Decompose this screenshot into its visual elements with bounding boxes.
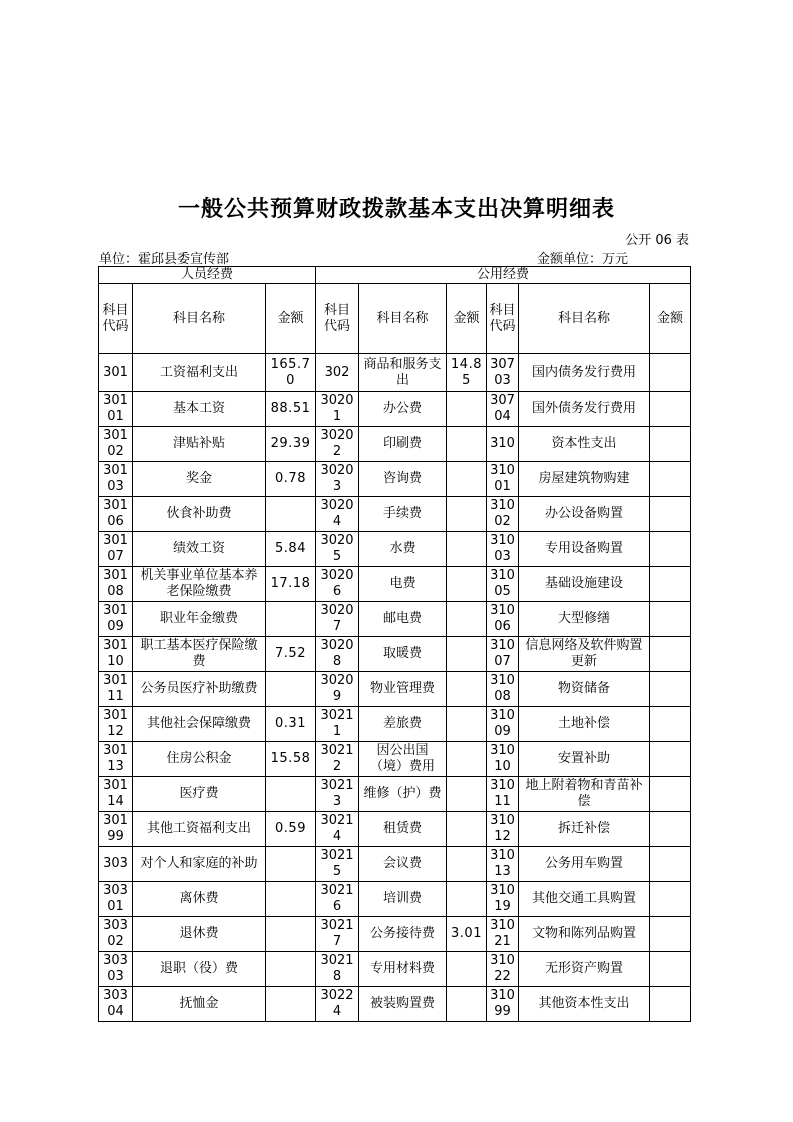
- code-cell: 302: [316, 354, 359, 392]
- amount-cell: [447, 847, 487, 882]
- name-cell: 专用设备购置: [519, 532, 650, 567]
- name-cell: 电费: [359, 567, 447, 602]
- code-cell: 30109: [99, 602, 133, 637]
- code-cell: 31021: [487, 917, 519, 952]
- name-cell: 因公出国（境）费用: [359, 742, 447, 777]
- name-cell: 公务用车购置: [519, 847, 650, 882]
- amount-cell: [266, 497, 316, 532]
- code-cell: 30704: [487, 392, 519, 427]
- name-cell: 咨询费: [359, 462, 447, 497]
- name-cell: 退职（役）费: [133, 952, 266, 987]
- table-row: [99, 532, 691, 567]
- table-row: [99, 917, 691, 952]
- code-cell: 30303: [99, 952, 133, 987]
- code-cell: 30206: [316, 567, 359, 602]
- name-cell: 津贴补贴: [133, 427, 266, 462]
- table-row: [99, 882, 691, 917]
- code-cell: 30204: [316, 497, 359, 532]
- amount-cell: [447, 987, 487, 1022]
- name-cell: 安置补助: [519, 742, 650, 777]
- amount-cell: [650, 952, 691, 987]
- amount-cell: [447, 497, 487, 532]
- amount-cell: 88.51: [266, 392, 316, 427]
- code-cell: 30205: [316, 532, 359, 567]
- header-name: 科目名称: [519, 284, 650, 354]
- amount-cell: [447, 532, 487, 567]
- name-cell: 物资储备: [519, 672, 650, 707]
- amount-cell: [650, 497, 691, 532]
- name-cell: 公务员医疗补助缴费: [133, 672, 266, 707]
- name-cell: 拆迁补偿: [519, 812, 650, 847]
- amount-cell: 165.70: [266, 354, 316, 392]
- code-cell: 30211: [316, 707, 359, 742]
- name-cell: 文物和陈列品购置: [519, 917, 650, 952]
- code-cell: 31019: [487, 882, 519, 917]
- amount-cell: [650, 812, 691, 847]
- name-cell: 大型修缮: [519, 602, 650, 637]
- group-personnel: 人员经费: [99, 267, 316, 284]
- name-cell: 取暖费: [359, 637, 447, 672]
- amount-cell: [447, 602, 487, 637]
- code-cell: 30199: [99, 812, 133, 847]
- table-row: [99, 392, 691, 427]
- amount-cell: [447, 777, 487, 812]
- name-cell: 被装购置费: [359, 987, 447, 1022]
- code-cell: 31008: [487, 672, 519, 707]
- name-cell: 物业管理费: [359, 672, 447, 707]
- header-code: 科目代码: [99, 284, 133, 354]
- name-cell: 退休费: [133, 917, 266, 952]
- amount-cell: [266, 882, 316, 917]
- table-row: [99, 672, 691, 707]
- code-cell: 30302: [99, 917, 133, 952]
- group-public: 公用经费: [316, 267, 691, 284]
- table-row: [99, 637, 691, 672]
- table-row: [99, 462, 691, 497]
- name-cell: 无形资产购置: [519, 952, 650, 987]
- name-cell: 职工基本医疗保险缴费: [133, 637, 266, 672]
- name-cell: 信息网络及软件购置更新: [519, 637, 650, 672]
- code-cell: 31009: [487, 707, 519, 742]
- amount-cell: [447, 742, 487, 777]
- name-cell: 其他资本性支出: [519, 987, 650, 1022]
- name-cell: 专用材料费: [359, 952, 447, 987]
- table-row: [99, 952, 691, 987]
- code-cell: 30218: [316, 952, 359, 987]
- header-amount: 金额: [650, 284, 691, 354]
- code-cell: 30108: [99, 567, 133, 602]
- code-cell: 30304: [99, 987, 133, 1022]
- code-cell: 30214: [316, 812, 359, 847]
- amount-cell: [650, 882, 691, 917]
- code-cell: 31005: [487, 567, 519, 602]
- code-cell: 31022: [487, 952, 519, 987]
- name-cell: 租赁费: [359, 812, 447, 847]
- name-cell: 绩效工资: [133, 532, 266, 567]
- code-cell: 30208: [316, 637, 359, 672]
- table-row: [99, 497, 691, 532]
- name-cell: 培训费: [359, 882, 447, 917]
- name-cell: 公务接待费: [359, 917, 447, 952]
- code-cell: 30212: [316, 742, 359, 777]
- name-cell: 其他交通工具购置: [519, 882, 650, 917]
- expenditure-table: [98, 266, 691, 1022]
- header-amount: 金额: [447, 284, 487, 354]
- code-cell: 30213: [316, 777, 359, 812]
- amount-cell: 15.58: [266, 742, 316, 777]
- code-cell: 31001: [487, 462, 519, 497]
- amount-cell: [650, 637, 691, 672]
- name-cell: 对个人和家庭的补助: [133, 847, 266, 882]
- code-cell: 31099: [487, 987, 519, 1022]
- name-cell: 工资福利支出: [133, 354, 266, 392]
- name-cell: 印刷费: [359, 427, 447, 462]
- code-cell: 30113: [99, 742, 133, 777]
- name-cell: 医疗费: [133, 777, 266, 812]
- name-cell: 办公设备购置: [519, 497, 650, 532]
- code-cell: 30216: [316, 882, 359, 917]
- amount-cell: 0.31: [266, 707, 316, 742]
- name-cell: 基本工资: [133, 392, 266, 427]
- name-cell: 地上附着物和青苗补偿: [519, 777, 650, 812]
- amount-cell: 0.78: [266, 462, 316, 497]
- name-cell: 办公费: [359, 392, 447, 427]
- table-row: [99, 987, 691, 1022]
- header-code: 科目代码: [316, 284, 359, 354]
- name-cell: 职业年金缴费: [133, 602, 266, 637]
- name-cell: 土地补偿: [519, 707, 650, 742]
- code-cell: 30224: [316, 987, 359, 1022]
- amount-cell: [447, 672, 487, 707]
- code-cell: 30102: [99, 427, 133, 462]
- header-name: 科目名称: [133, 284, 266, 354]
- name-cell: 其他工资福利支出: [133, 812, 266, 847]
- amount-cell: 14.85: [447, 354, 487, 392]
- amount-cell: [650, 532, 691, 567]
- amount-cell: 0.59: [266, 812, 316, 847]
- code-cell: 31012: [487, 812, 519, 847]
- code-cell: 31011: [487, 777, 519, 812]
- amount-cell: [650, 742, 691, 777]
- code-cell: 30114: [99, 777, 133, 812]
- code-cell: 30201: [316, 392, 359, 427]
- amount-cell: [650, 917, 691, 952]
- code-cell: 30217: [316, 917, 359, 952]
- amount-cell: [266, 847, 316, 882]
- table-row: [99, 567, 691, 602]
- name-cell: 机关事业单位基本养老保险缴费: [133, 567, 266, 602]
- name-cell: 手续费: [359, 497, 447, 532]
- name-cell: 奖金: [133, 462, 266, 497]
- amount-cell: [447, 812, 487, 847]
- amount-cell: [650, 602, 691, 637]
- amount-cell: [650, 354, 691, 392]
- unit-label: 单位：霍邱县委宣传部: [99, 252, 230, 267]
- code-cell: 31003: [487, 532, 519, 567]
- amount-cell: [650, 567, 691, 602]
- form-number: 公开 06 表: [625, 233, 689, 248]
- name-cell: 抚恤金: [133, 987, 266, 1022]
- name-cell: 资本性支出: [519, 427, 650, 462]
- amount-cell: 17.18: [266, 567, 316, 602]
- amount-cell: [447, 952, 487, 987]
- table-row: [99, 602, 691, 637]
- table-row: [99, 707, 691, 742]
- amount-cell: [266, 987, 316, 1022]
- code-cell: 310: [487, 427, 519, 462]
- code-cell: 30112: [99, 707, 133, 742]
- amount-cell: [447, 637, 487, 672]
- money-unit-label: 金额单位：万元: [537, 252, 629, 267]
- table-row: [99, 354, 691, 392]
- name-cell: 国外债务发行费用: [519, 392, 650, 427]
- amount-cell: [650, 672, 691, 707]
- name-cell: 离休费: [133, 882, 266, 917]
- amount-cell: [266, 672, 316, 707]
- name-cell: 其他社会保障缴费: [133, 707, 266, 742]
- code-cell: 30107: [99, 532, 133, 567]
- amount-cell: [266, 917, 316, 952]
- code-cell: 301: [99, 354, 133, 392]
- code-cell: 31010: [487, 742, 519, 777]
- amount-cell: [650, 707, 691, 742]
- table-row: [99, 812, 691, 847]
- amount-cell: 3.01: [447, 917, 487, 952]
- code-cell: 30111: [99, 672, 133, 707]
- amount-cell: [650, 777, 691, 812]
- amount-cell: [447, 882, 487, 917]
- table-row: [99, 777, 691, 812]
- name-cell: 邮电费: [359, 602, 447, 637]
- amount-cell: [266, 602, 316, 637]
- code-cell: 31006: [487, 602, 519, 637]
- table-row: [99, 847, 691, 882]
- code-cell: 31013: [487, 847, 519, 882]
- name-cell: 住房公积金: [133, 742, 266, 777]
- code-cell: 30301: [99, 882, 133, 917]
- amount-cell: 7.52: [266, 637, 316, 672]
- header-code: 科目代码: [487, 284, 519, 354]
- amount-cell: [266, 952, 316, 987]
- code-cell: 30203: [316, 462, 359, 497]
- amount-cell: [447, 462, 487, 497]
- amount-cell: [266, 777, 316, 812]
- code-cell: 30209: [316, 672, 359, 707]
- amount-cell: [650, 392, 691, 427]
- amount-cell: [447, 392, 487, 427]
- code-cell: 30101: [99, 392, 133, 427]
- code-cell: 303: [99, 847, 133, 882]
- amount-cell: 29.39: [266, 427, 316, 462]
- code-cell: 30703: [487, 354, 519, 392]
- name-cell: 商品和服务支出: [359, 354, 447, 392]
- amount-cell: [650, 427, 691, 462]
- header-name: 科目名称: [359, 284, 447, 354]
- name-cell: 水费: [359, 532, 447, 567]
- code-cell: 30202: [316, 427, 359, 462]
- code-cell: 30215: [316, 847, 359, 882]
- name-cell: 维修（护）费: [359, 777, 447, 812]
- amount-cell: [650, 847, 691, 882]
- code-cell: 31007: [487, 637, 519, 672]
- name-cell: 国内债务发行费用: [519, 354, 650, 392]
- table-row: [99, 427, 691, 462]
- amount-cell: [447, 567, 487, 602]
- table-row: [99, 742, 691, 777]
- name-cell: 差旅费: [359, 707, 447, 742]
- amount-cell: [650, 987, 691, 1022]
- code-cell: 30103: [99, 462, 133, 497]
- code-cell: 31002: [487, 497, 519, 532]
- amount-cell: [447, 707, 487, 742]
- name-cell: 会议费: [359, 847, 447, 882]
- name-cell: 基础设施建设: [519, 567, 650, 602]
- code-cell: 30110: [99, 637, 133, 672]
- amount-cell: [650, 462, 691, 497]
- amount-cell: [447, 427, 487, 462]
- code-cell: 30106: [99, 497, 133, 532]
- header-amount: 金额: [266, 284, 316, 354]
- code-cell: 30207: [316, 602, 359, 637]
- name-cell: 房屋建筑物购建: [519, 462, 650, 497]
- page-title: 一般公共预算财政拨款基本支出决算明细表: [177, 197, 615, 222]
- name-cell: 伙食补助费: [133, 497, 266, 532]
- amount-cell: 5.84: [266, 532, 316, 567]
